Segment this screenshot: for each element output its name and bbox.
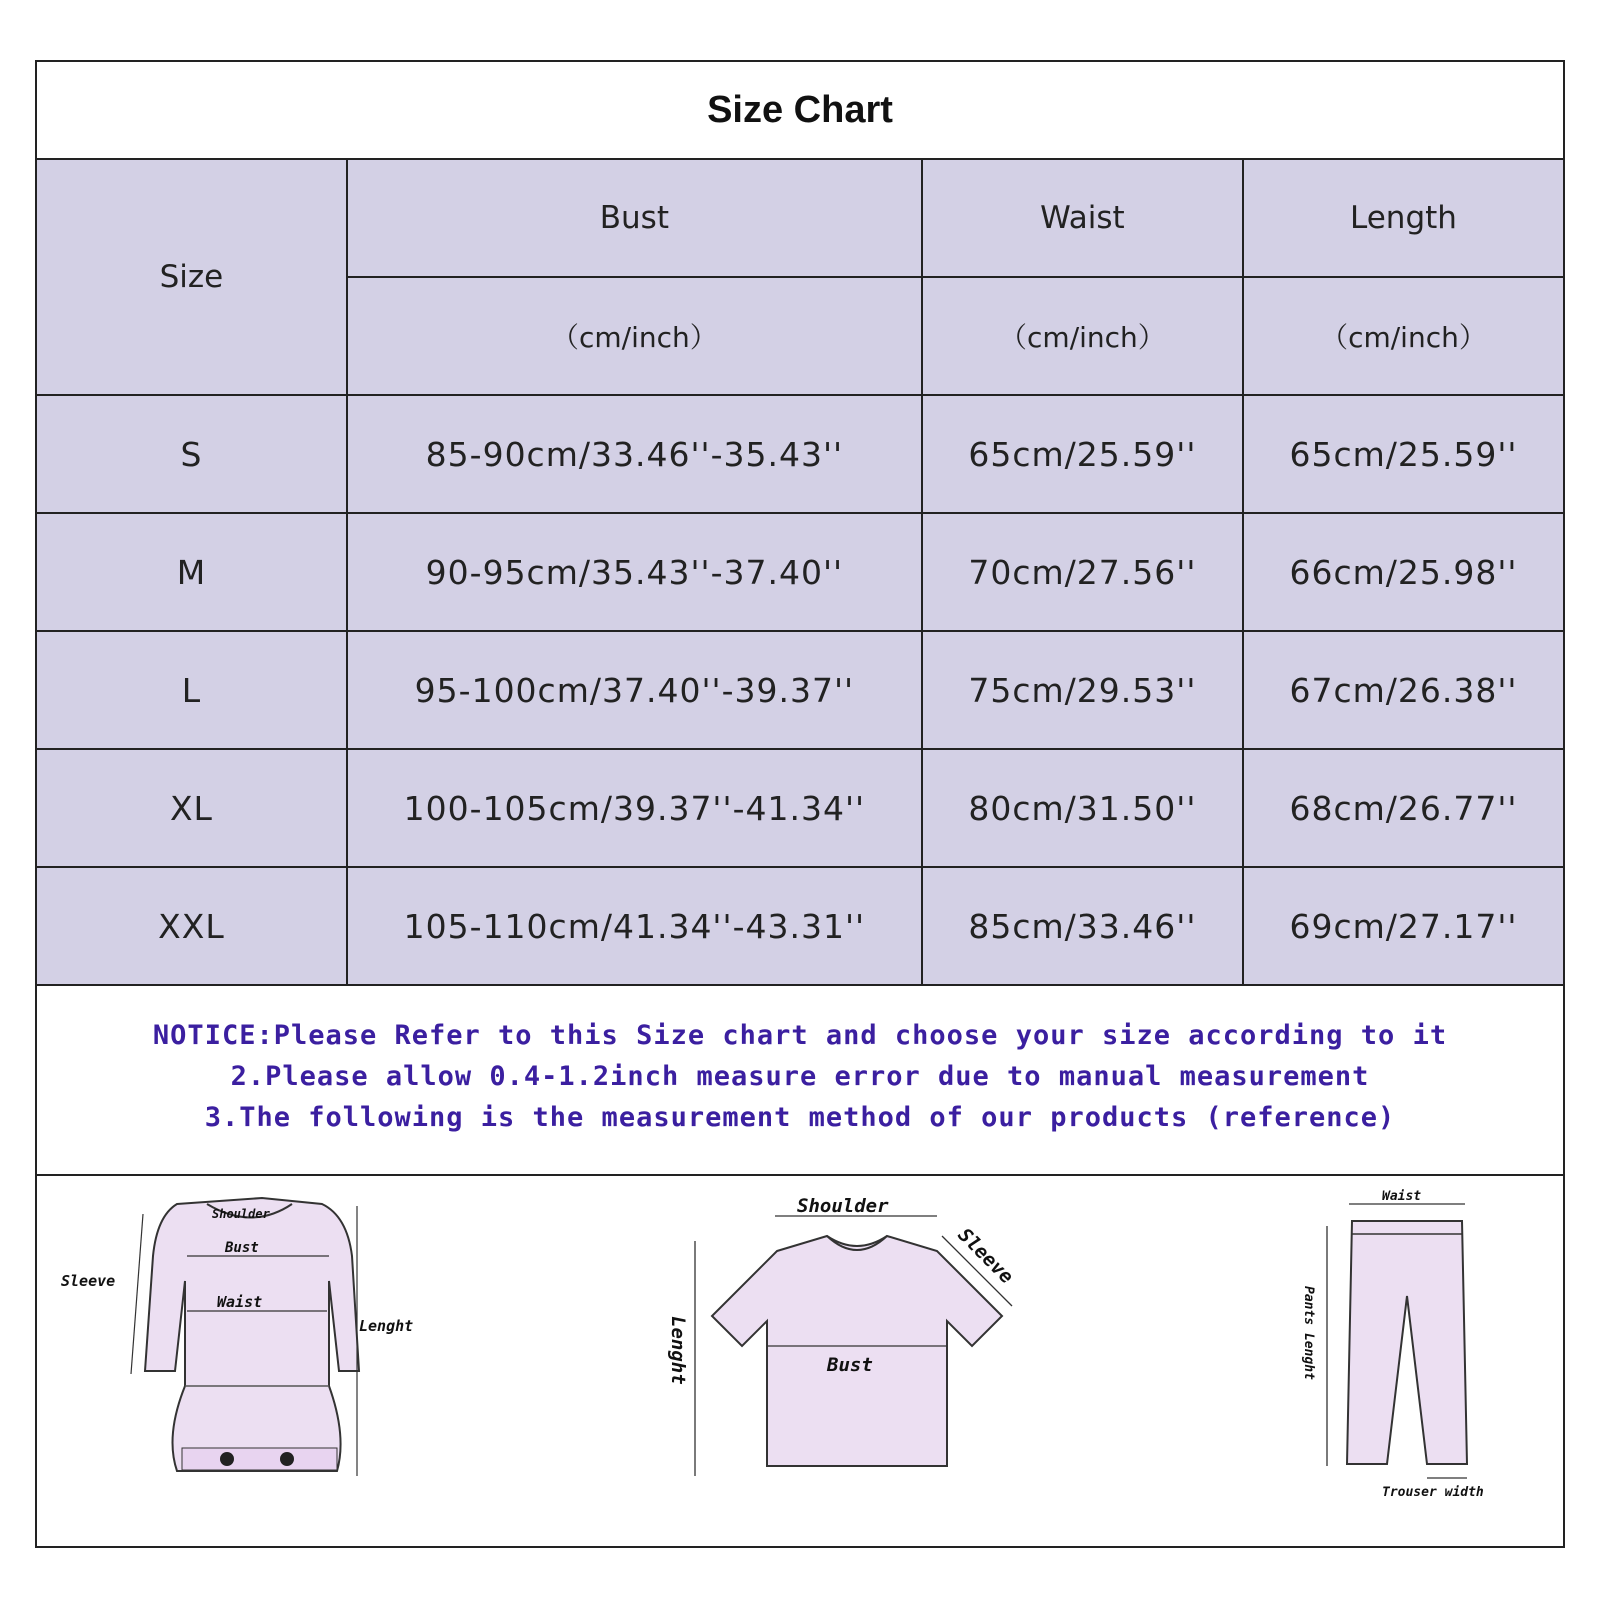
tshirt-sleeve-label: Sleeve xyxy=(953,1223,1018,1289)
cell-size: XXL xyxy=(36,867,347,985)
pants-width-label: Trouser width xyxy=(1382,1485,1484,1500)
tshirt-figure xyxy=(657,1196,1067,1496)
tshirt-bust-label: Bust xyxy=(827,1354,873,1376)
dress-bust-label: Bust xyxy=(225,1240,259,1256)
cell-waist: 65cm/25.59'' xyxy=(922,395,1243,513)
cell-waist: 75cm/29.53'' xyxy=(922,631,1243,749)
unit-length: （cm/inch） xyxy=(1243,277,1564,395)
tshirt-shoulder-label: Shoulder xyxy=(797,1196,889,1217)
cell-length: 68cm/26.77'' xyxy=(1243,749,1564,867)
notice-line-1: NOTICE:Please Refer to this Size chart and choose your size according to it xyxy=(152,1019,1448,1051)
dress-length-label: Lenght xyxy=(359,1317,414,1335)
notice-block xyxy=(37,978,1563,1176)
dress-waist-label: Waist xyxy=(217,1293,263,1311)
cell-bust: 90-95cm/35.43''-37.40'' xyxy=(347,513,922,631)
chart-title: Size Chart xyxy=(707,88,893,131)
table-row xyxy=(36,513,1564,631)
notice-line-3: 3.The following is the measurement method of our products (reference) xyxy=(204,1101,1396,1133)
header-size: Size xyxy=(36,159,347,395)
header-waist: Waist xyxy=(922,159,1243,277)
table-row xyxy=(36,395,1564,513)
cell-waist: 70cm/27.56'' xyxy=(922,513,1243,631)
tshirt-length-label: Lenght xyxy=(667,1316,689,1385)
cell-length: 65cm/25.59'' xyxy=(1243,395,1564,513)
cell-waist: 80cm/31.50'' xyxy=(922,749,1243,867)
header-bust: Bust xyxy=(347,159,922,277)
pants-waist-label: Waist xyxy=(1382,1189,1422,1204)
header-length: Length xyxy=(1243,159,1564,277)
cell-size: XL xyxy=(36,749,347,867)
notice-line-2: 2.Please allow 0.4-1.2inch measure error due to manual measurement xyxy=(230,1060,1370,1092)
dress-shoulder-label: Shoulder xyxy=(212,1207,270,1221)
cell-size: M xyxy=(36,513,347,631)
cell-bust: 85-90cm/33.46''-35.43'' xyxy=(347,395,922,513)
cell-waist: 85cm/33.46'' xyxy=(922,867,1243,985)
table-row xyxy=(36,749,1564,867)
cell-size: S xyxy=(36,395,347,513)
cell-bust: 95-100cm/37.40''-39.37'' xyxy=(347,631,922,749)
cell-length: 66cm/25.98'' xyxy=(1243,513,1564,631)
cell-bust: 100-105cm/39.37''-41.34'' xyxy=(347,749,922,867)
size-chart-frame xyxy=(35,60,1565,1548)
cell-bust: 105-110cm/41.34''-43.31'' xyxy=(347,867,922,985)
cell-length: 67cm/26.38'' xyxy=(1243,631,1564,749)
table-row xyxy=(36,631,1564,749)
pants-figure xyxy=(1297,1186,1547,1506)
unit-bust: （cm/inch） xyxy=(347,277,922,395)
table-row xyxy=(36,867,1564,985)
dress-sleeve-label: Sleeve xyxy=(61,1272,116,1290)
measurement-figures xyxy=(37,1176,1563,1548)
cell-size: L xyxy=(36,631,347,749)
cell-length: 69cm/27.17'' xyxy=(1243,867,1564,985)
size-table xyxy=(35,158,1565,986)
pants-length-label: Pants Lenght xyxy=(1301,1286,1316,1380)
unit-waist: （cm/inch） xyxy=(922,277,1243,395)
dress-figure xyxy=(47,1186,467,1486)
